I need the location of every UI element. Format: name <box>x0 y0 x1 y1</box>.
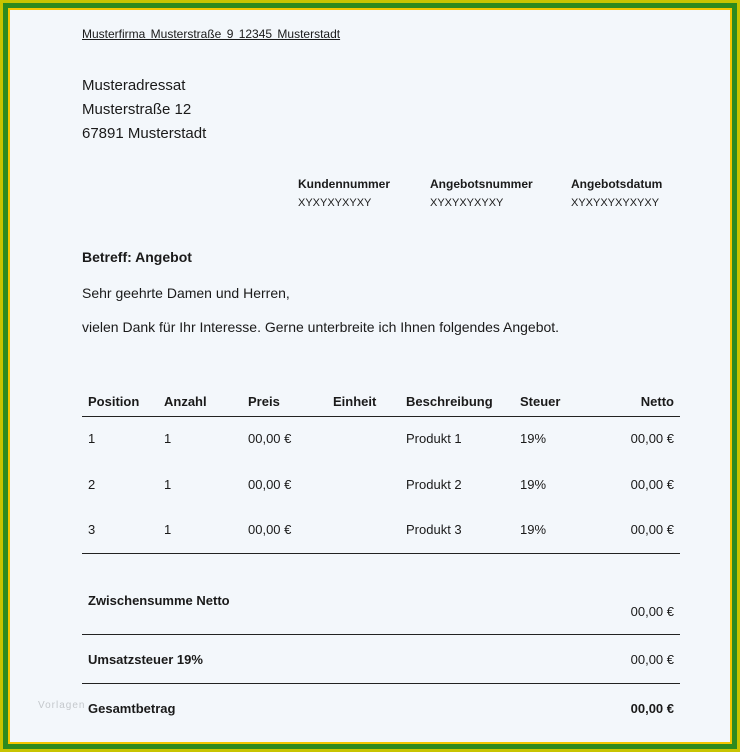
watermark-text: Vorlagen <box>38 700 86 711</box>
customer-number-block <box>298 177 390 209</box>
customer-number-value: XYXYXYXYXY <box>298 197 372 209</box>
header-preis: Preis <box>248 394 280 409</box>
subtotal-label: Zwischensumme Netto <box>88 593 230 608</box>
header-netto: Netto <box>640 394 674 409</box>
row-anzahl: 1 <box>164 522 172 537</box>
row-beschreibung: Produkt 3 <box>406 522 462 537</box>
salutation: Sehr geehrte Damen und Herren, <box>82 285 290 301</box>
row-position: 2 <box>88 477 96 492</box>
row-steuer: 19% <box>520 522 547 537</box>
total-label: Gesamtbetrag <box>88 701 176 716</box>
row-netto: 00,00 € <box>630 522 674 537</box>
subject-line: Betreff: Angebot <box>82 249 192 265</box>
document-page <box>10 10 730 742</box>
table-row <box>82 477 680 497</box>
offer-number-block <box>430 177 533 209</box>
tax-label: Umsatzsteuer 19% <box>88 652 203 667</box>
customer-number-label: Kundennummer <box>298 177 391 191</box>
header-beschreibung: Beschreibung <box>406 394 493 409</box>
offer-date-value: XYXYXYXYXYXY <box>571 197 660 209</box>
recipient-address <box>82 74 206 146</box>
row-steuer: 19% <box>520 477 547 492</box>
table-row <box>82 522 680 542</box>
offer-number-value: XYXYXYXYXY <box>430 197 504 209</box>
table-bottom-rule <box>82 553 680 554</box>
row-netto: 00,00 € <box>630 477 674 492</box>
total-value: 00,00 € <box>630 701 674 716</box>
row-position: 3 <box>88 522 96 537</box>
offer-number-label: Angebotsnummer <box>430 177 533 191</box>
row-anzahl: 1 <box>164 477 172 492</box>
row-preis: 00,00 € <box>248 431 292 446</box>
table-row <box>82 431 680 451</box>
offer-date-block <box>571 177 662 209</box>
recipient-name: Musteradressat <box>82 77 186 94</box>
sender-line: Musterfirma Musterstraße 9 12345 Musterstadt <box>82 27 341 41</box>
recipient-street: Musterstraße 12 <box>82 101 192 118</box>
intro-text: vielen Dank für Ihr Interesse. Gerne unterbreite ich Ihnen folgendes Angebot. <box>82 319 560 335</box>
recipient-city: 67891 Musterstadt <box>82 125 207 142</box>
offer-date-label: Angebotsdatum <box>571 177 663 191</box>
header-position: Position <box>88 394 140 409</box>
row-beschreibung: Produkt 1 <box>406 431 462 446</box>
row-position: 1 <box>88 431 96 446</box>
row-preis: 00,00 € <box>248 477 292 492</box>
header-einheit: Einheit <box>333 394 377 409</box>
table-header <box>82 394 680 417</box>
header-steuer: Steuer <box>520 394 561 409</box>
row-netto: 00,00 € <box>630 431 674 446</box>
row-beschreibung: Produkt 2 <box>406 477 462 492</box>
header-anzahl: Anzahl <box>164 394 207 409</box>
tax-value: 00,00 € <box>630 652 674 667</box>
tax-rule <box>82 683 680 684</box>
subtotal-rule <box>82 634 680 635</box>
row-anzahl: 1 <box>164 431 172 446</box>
subtotal-value: 00,00 € <box>630 604 674 619</box>
row-steuer: 19% <box>520 431 547 446</box>
row-preis: 00,00 € <box>248 522 292 537</box>
